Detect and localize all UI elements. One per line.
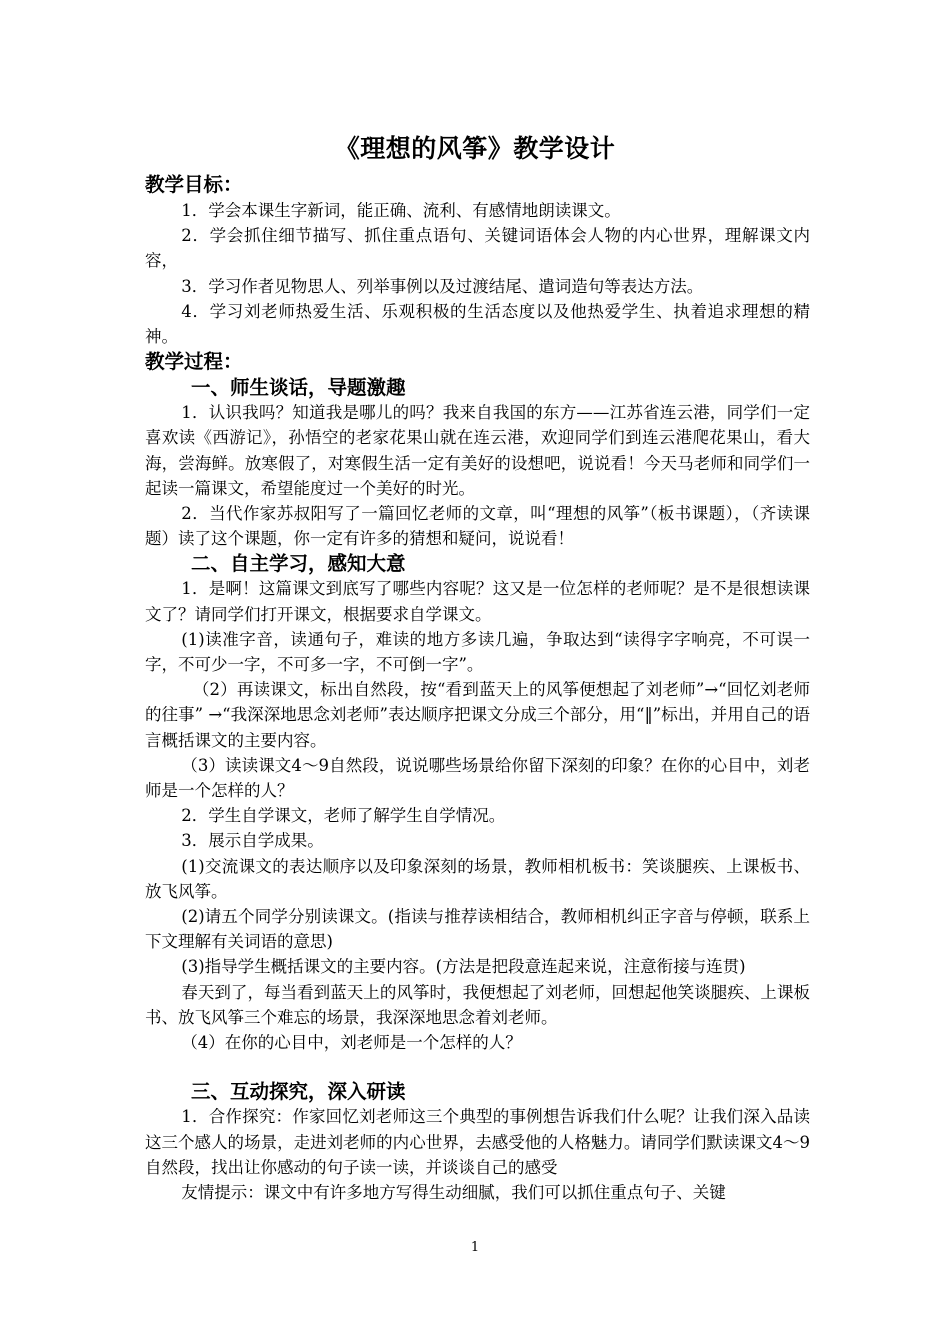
paragraph: （2）再读课文，标出自然段，按“看到蓝天上的风筝便想起了刘老师”→“回忆刘老师的往事” →“我深深地思念刘老师”表达顺序把课文分成三个部分，用“‖”标出，并用自己的语言概括课文的主要内容。 — [145, 680, 810, 750]
section-heading: 三、互动探究，深入研读 — [191, 1080, 406, 1104]
goals-heading: 教学目标： — [145, 173, 243, 196]
document-title: 《理想的风筝》教学设计 — [334, 134, 616, 163]
paragraph: 1．认识我吗？知道我是哪儿的吗？我来自我国的东方——江苏省连云港，同学们一定喜欢读《西游记》，孙悟空的老家花果山就在连云港，欢迎同学们到连云港爬花果山，看大海，尝海鲜。放寒假了，对寒假生活一定有美好的设想吧，说说看！今天马老师和同学们一起读一篇课文，希望能度过一个美好的时光。 — [145, 403, 810, 498]
goal-item: 3．学习作者见物思人、列举事例以及过渡结尾、遣词造句等表达方法。 — [181, 276, 704, 296]
paragraph: (2)请五个同学分别读课文。(指读与推荐读相结合，教师相机纠正字音与停顿，联系上下文理解有关词语的意思) — [145, 907, 810, 952]
paragraph: (3)指导学生概括课文的主要内容。(方法是把段意连起来说，注意衔接与连贯) — [181, 957, 746, 977]
paragraph: 1．合作探究：作家回忆刘老师这三个典型的事例想告诉我们什么呢？让我们深入品读这三个感人的场景，走进刘老师的内心世界，去感受他的人格魅力。请同学们默读课文4～9自然段，找出让你感动的句子读一读，并谈谈自己的感受 — [145, 1107, 810, 1177]
paragraph: 1．是啊！这篇课文到底写了哪些内容呢？这又是一位怎样的老师呢？是不是很想读课文了？请同学们打开课文，根据要求自学课文。 — [145, 579, 810, 624]
page-number: 1 — [470, 1240, 480, 1255]
section-heading: 二、自主学习，感知大意 — [191, 552, 406, 576]
goal-item: 1．学会本课生字新词，能正确、流利、有感情地朗读课文。 — [181, 201, 621, 220]
section-heading: 一、师生谈话，导题激趣 — [191, 376, 406, 400]
paragraph: （3）读读课文4～9自然段，说说哪些场景给你留下深刻的印象？在你的心目中，刘老师是一个怎样的人？ — [145, 755, 810, 801]
paragraph: (1)交流课文的表达顺序以及印象深刻的场景，教师相机板书：笑谈腿疾、上课板书、放飞风筝。 — [145, 856, 810, 901]
goal-item: 4．学习刘老师热爱生活、乐观积极的生活态度以及他热爱学生、执着追求理想的精神。 — [145, 301, 810, 347]
goal-item: 2．学会抓住细节描写、抓住重点语句、关键词语体会人物的内心世界，理解课文内容， — [145, 226, 810, 271]
paragraph: 2．当代作家苏叔阳写了一篇回忆老师的文章，叫“理想的风筝”（板书课题），（齐读课题）读了这个课题，你一定有许多的猜想和疑问，说说看！ — [145, 504, 810, 549]
paragraph: 友情提示：课文中有许多地方写得生动细腻，我们可以抓住重点句子、关键 — [181, 1182, 726, 1202]
paragraph: 春天到了，每当看到蓝天上的风筝时，我便想起了刘老师，回想起他笑谈腿疾、上课板书、放飞风筝三个难忘的场景，我深深地思念着刘老师。 — [145, 982, 810, 1027]
process-heading: 教学过程： — [145, 350, 243, 374]
paragraph: （4）在你的心目中，刘老师是一个怎样的人？ — [181, 1033, 522, 1053]
paragraph: 2．学生自学课文，老师了解学生自学情况。 — [181, 806, 506, 826]
spacer — [145, 1055, 810, 1079]
document-body — [145, 172, 810, 1205]
paragraph: (1)读准字音，读通句子，难读的地方多读几遍，争取达到“读得字字响亮，不可误一字，不可少一字，不可多一字，不可倒一字”。 — [145, 629, 810, 675]
paragraph: 3．展示自学成果。 — [181, 831, 324, 851]
